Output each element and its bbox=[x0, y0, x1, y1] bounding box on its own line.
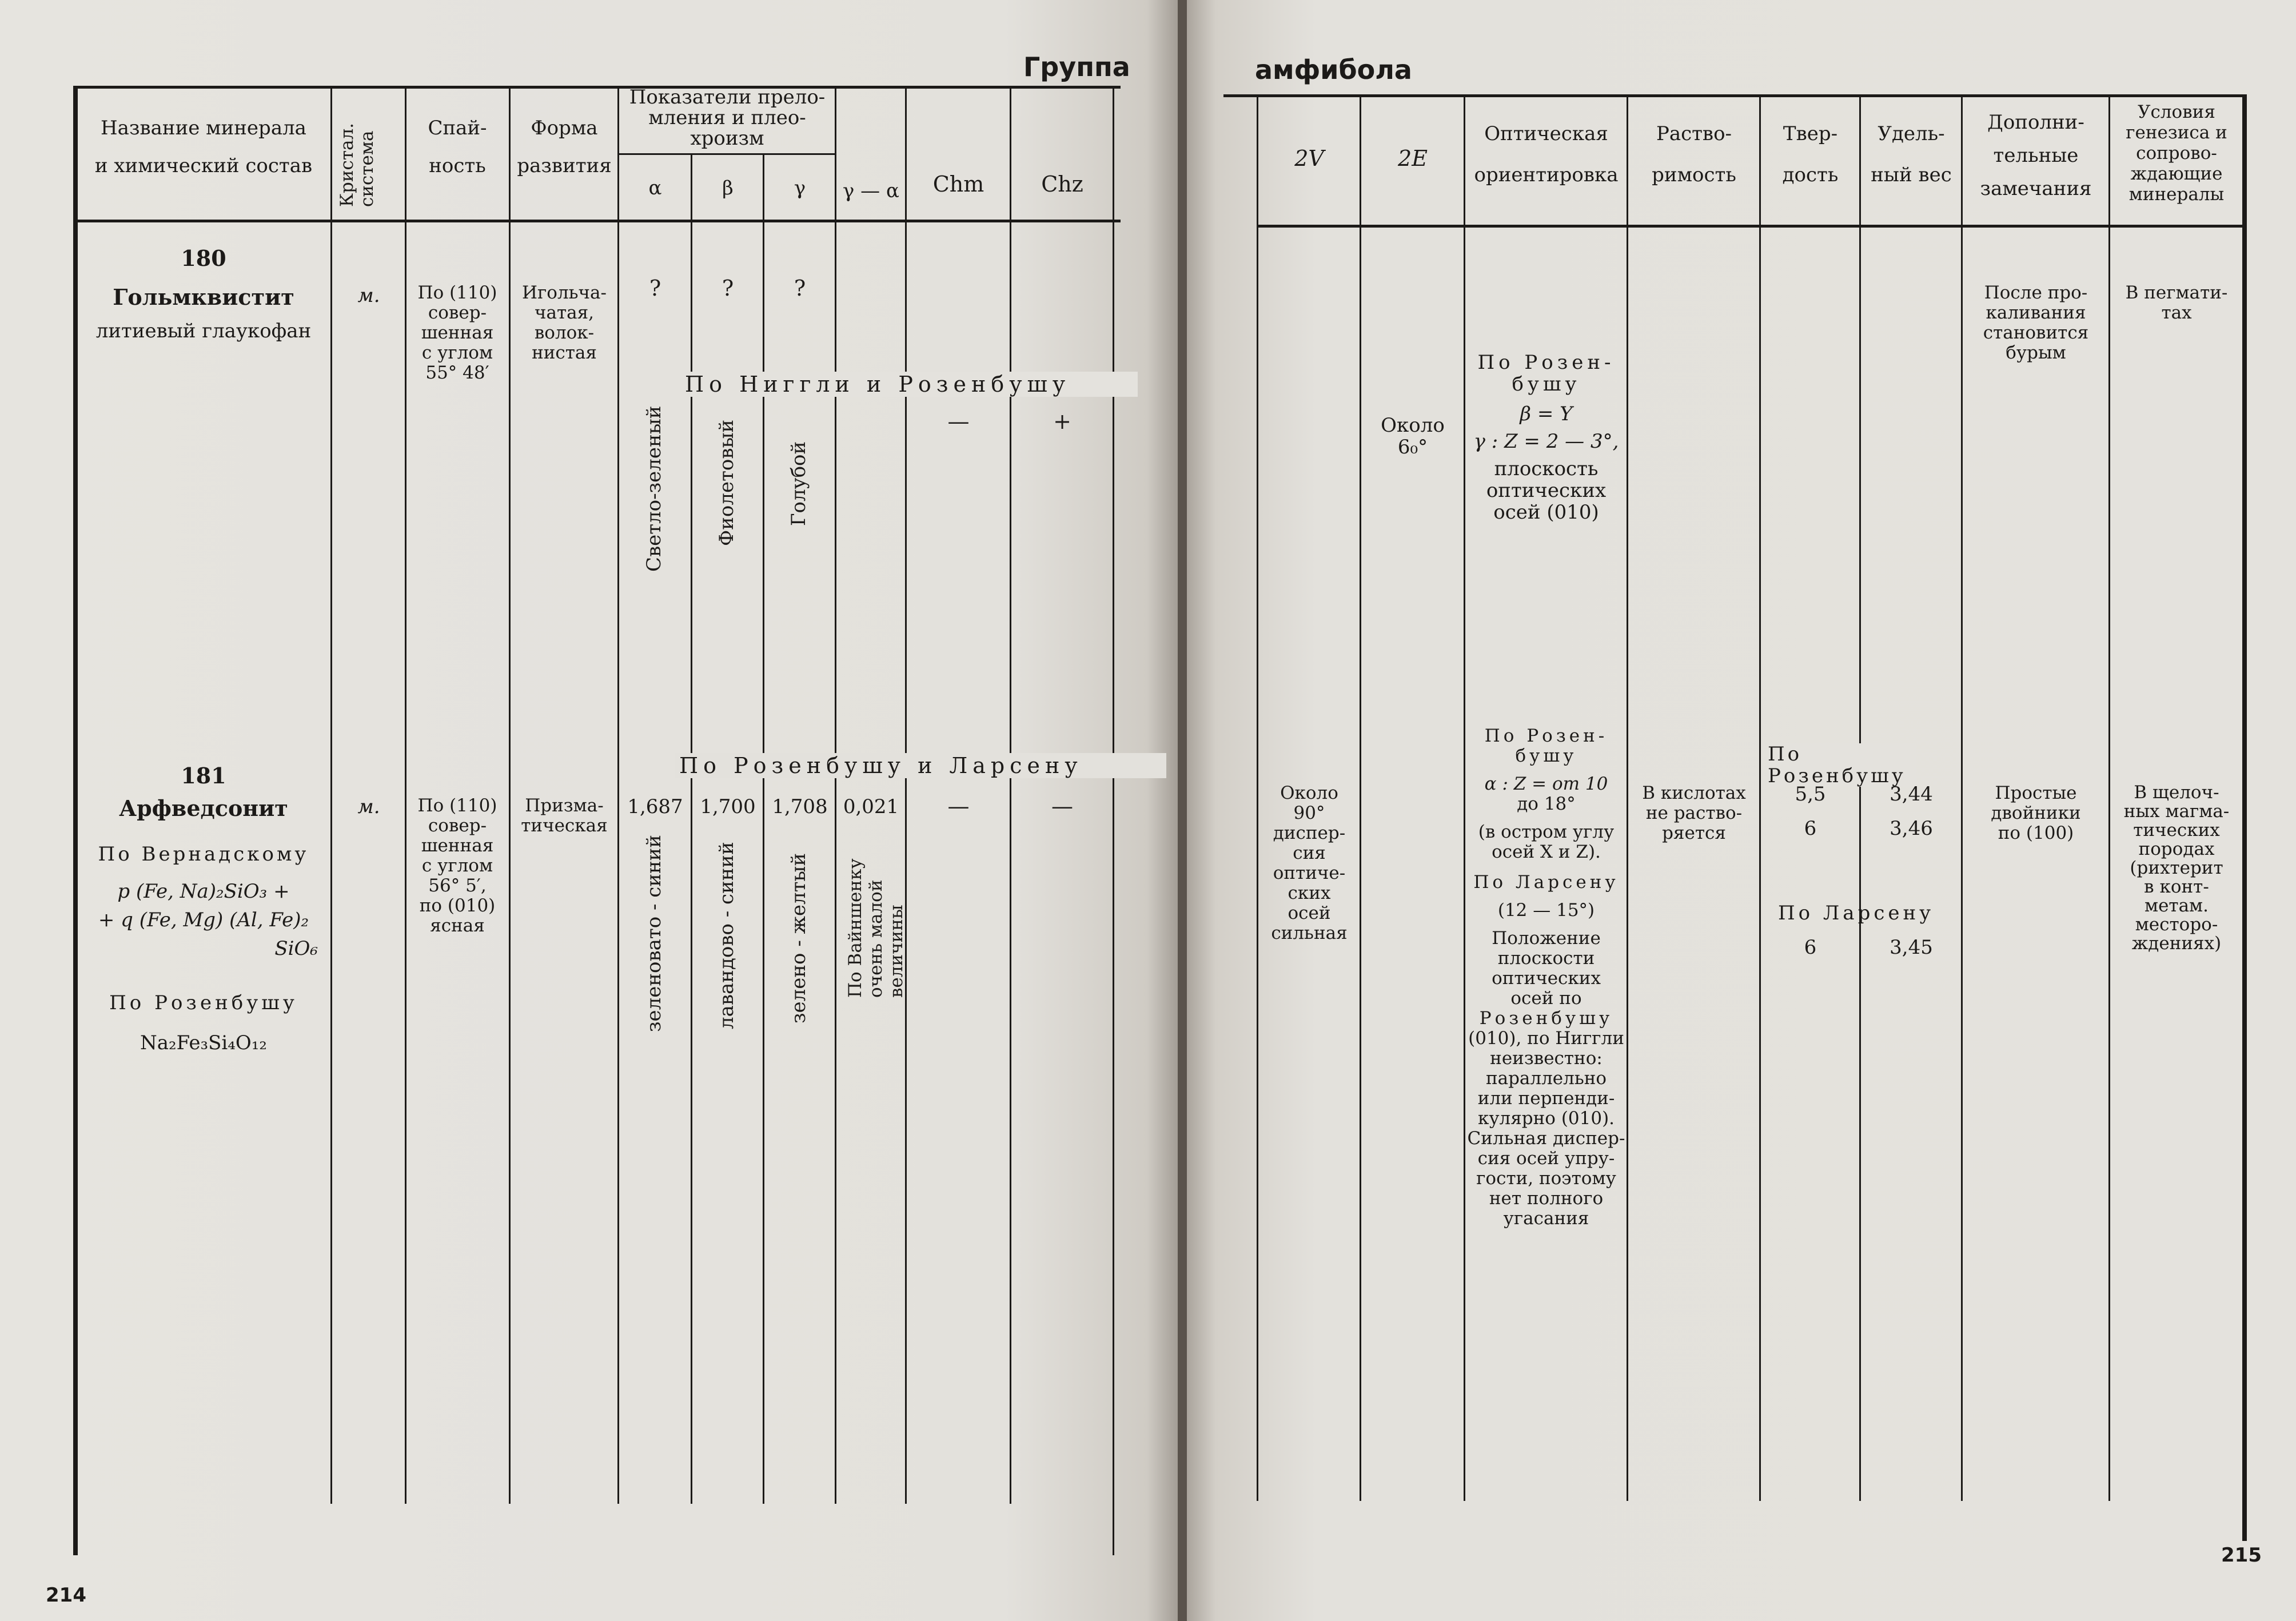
header-genesis: Условия генезиса и сопрово- ждающие минералы bbox=[2126, 102, 2227, 205]
mineral-180-genesis: В пегмати- тах bbox=[2125, 282, 2228, 323]
header-chz: Chz bbox=[1041, 172, 1083, 197]
header-density: Удель- ный вес bbox=[1871, 122, 1952, 186]
mineral-181-chz: — bbox=[1051, 794, 1073, 819]
mineral-181-hardness-1: 5,5 6 bbox=[1795, 783, 1826, 840]
top-rule-right bbox=[1223, 94, 2247, 97]
mineral-181-pleochroism-gamma: зелено - желтый bbox=[787, 853, 810, 1023]
mineral-181-chm: — bbox=[947, 794, 970, 819]
header-2v: 2V bbox=[1294, 146, 1324, 171]
header-beta: β bbox=[722, 177, 734, 200]
mineral-181-number: 181 bbox=[181, 763, 226, 788]
header-birefringence: γ — α bbox=[843, 180, 899, 202]
header-hardness: Твер- дость bbox=[1782, 122, 1839, 186]
mineral-181-pleochroism-alpha: зеленовато - синий bbox=[643, 835, 665, 1032]
mineral-180-name: Гольмквистит bbox=[113, 284, 294, 310]
mineral-181-rosenbusch-formula: Na₂Fe₃Si₄O₁₂ bbox=[139, 1031, 268, 1054]
header-habit: Форма развития bbox=[517, 117, 612, 177]
refraction-group-rule bbox=[617, 153, 835, 155]
mineral-181-density-1: 3,44 3,46 bbox=[1890, 783, 1933, 840]
header-chm: Chm bbox=[932, 172, 984, 197]
mineral-180-beta: ? bbox=[722, 276, 734, 301]
mineral-180-pleochroism-gamma: Голубой bbox=[787, 441, 810, 526]
header-refraction-group: Показатели прело- мления и плео- хроизм bbox=[629, 86, 826, 150]
top-rule-left bbox=[74, 86, 1121, 89]
mineral-181-hardness-source-2: По Ларсену bbox=[1778, 902, 1935, 925]
header-orientation: Оптическая ориентировка bbox=[1474, 122, 1619, 186]
mineral-181-hardness-source-1: По Розенбушу bbox=[1768, 743, 1916, 787]
mineral-180-chm: — bbox=[947, 409, 970, 434]
header-2e: 2E bbox=[1398, 146, 1428, 171]
page-number-right: 215 bbox=[2221, 1544, 2262, 1567]
mineral-181-2v: Около 90° диспер- сия оптиче- ских осей сильная bbox=[1271, 783, 1348, 943]
mineral-180-orientation: По Розен- бушу β = Y γ : Z = 2 — 3°, плоскость оптических осей (010) bbox=[1473, 351, 1619, 524]
mineral-181-density-2: 3,45 bbox=[1890, 936, 1933, 959]
header-solubility: Раство- римость bbox=[1652, 122, 1736, 186]
mineral-181-birefringence-note: По Вайншенку очень малой величины bbox=[845, 858, 907, 998]
mineral-180-2e: Около 6₀° bbox=[1381, 414, 1445, 459]
mineral-180-habit: Игольча- чатая, волок- нистая bbox=[522, 282, 607, 363]
header-alpha: α bbox=[648, 177, 662, 200]
mineral-180-cleavage: По (110) совер- шенная с углом 55° 48′ bbox=[417, 282, 497, 383]
mineral-180-pleochroism-alpha: Светло-зеленый bbox=[643, 405, 665, 572]
header-system: Кристал. система bbox=[337, 122, 377, 207]
running-header-right: амфибола bbox=[1255, 54, 1412, 85]
mineral-181-source-note: По Розенбушу и Ларсену bbox=[675, 753, 1166, 778]
mineral-181-vernadsky-label: По Вернадскому bbox=[98, 843, 309, 866]
mineral-181-cleavage: По (110) совер- шенная с углом 56° 5′, по (010) ясная bbox=[417, 795, 497, 936]
header-bottom-rule-right bbox=[1258, 225, 2247, 228]
mineral-180-system: м. bbox=[357, 284, 380, 307]
header-remarks: Дополни- тельные замечания bbox=[1980, 111, 2092, 200]
mineral-181-alpha: 1,687 bbox=[627, 795, 683, 818]
mineral-181-name: Арфведсонит bbox=[119, 795, 288, 821]
mineral-180-source-note: По Ниггли и Розенбушу bbox=[680, 372, 1138, 397]
right-border bbox=[2242, 94, 2247, 1541]
mineral-180-chz: + bbox=[1053, 409, 1071, 434]
mineral-180-gamma: ? bbox=[794, 276, 806, 301]
header-cleavage: Спай- ность bbox=[428, 117, 487, 177]
mineral-181-vernadsky-formula: p (Fe, Na)₂SiO₃ + + q (Fe, Mg) (Al, Fe)₂ SiO₆ bbox=[98, 880, 318, 960]
mineral-181-orientation: По Розен- бушу α : Z = от 10 до 18° (в остром углу осей X и Z). По Ларсену (12 — 15°) Положение плоскости оптических осей по Розенбушу (010), по Ниггли неизвестно: параллельно или перпенди- кулярно (010). Сильная диспер- сия осей упру- гости, поэтому нет полного угасания bbox=[1467, 726, 1625, 1229]
mineral-180-pleochroism-beta: Фиолетовый bbox=[715, 419, 738, 546]
mineral-180-number: 180 bbox=[181, 245, 226, 271]
mineral-181-system: м. bbox=[357, 795, 380, 818]
mineral-181-gamma: 1,708 bbox=[772, 795, 828, 818]
running-header-left: Группа bbox=[1023, 51, 1130, 82]
mineral-181-solubility: В кислотах не раство- ряется bbox=[1642, 783, 1746, 843]
book-gutter bbox=[1178, 0, 1187, 1621]
mineral-181-habit: Призма- тическая bbox=[521, 795, 608, 836]
page-number-left: 214 bbox=[46, 1584, 86, 1607]
mineral-181-genesis: В щелоч- ных магма- тических породах (рихтерит в конт- метам. месторо- ждениях) bbox=[2123, 782, 2230, 954]
mineral-181-pleochroism-beta: лавандово - синий bbox=[715, 842, 738, 1029]
mineral-181-remarks: Простые двойники по (100) bbox=[1991, 783, 2081, 843]
left-border bbox=[73, 86, 78, 1555]
mineral-181-beta: 1,700 bbox=[700, 795, 756, 818]
mineral-180-synonym: литиевый глаукофан bbox=[95, 320, 312, 342]
header-name: Название минерала и химический состав bbox=[94, 117, 313, 177]
mineral-180-alpha: ? bbox=[649, 276, 661, 301]
mineral-181-hardness-2: 6 bbox=[1804, 936, 1817, 959]
header-bottom-rule-left bbox=[74, 220, 1121, 222]
mineral-181-rosenbusch-label: По Розенбушу bbox=[109, 991, 298, 1014]
mineral-181-birefringence: 0,021 bbox=[843, 795, 899, 818]
mineral-180-remarks: После про- каливания становится бурым bbox=[1983, 282, 2089, 363]
header-gamma: γ bbox=[794, 177, 806, 200]
